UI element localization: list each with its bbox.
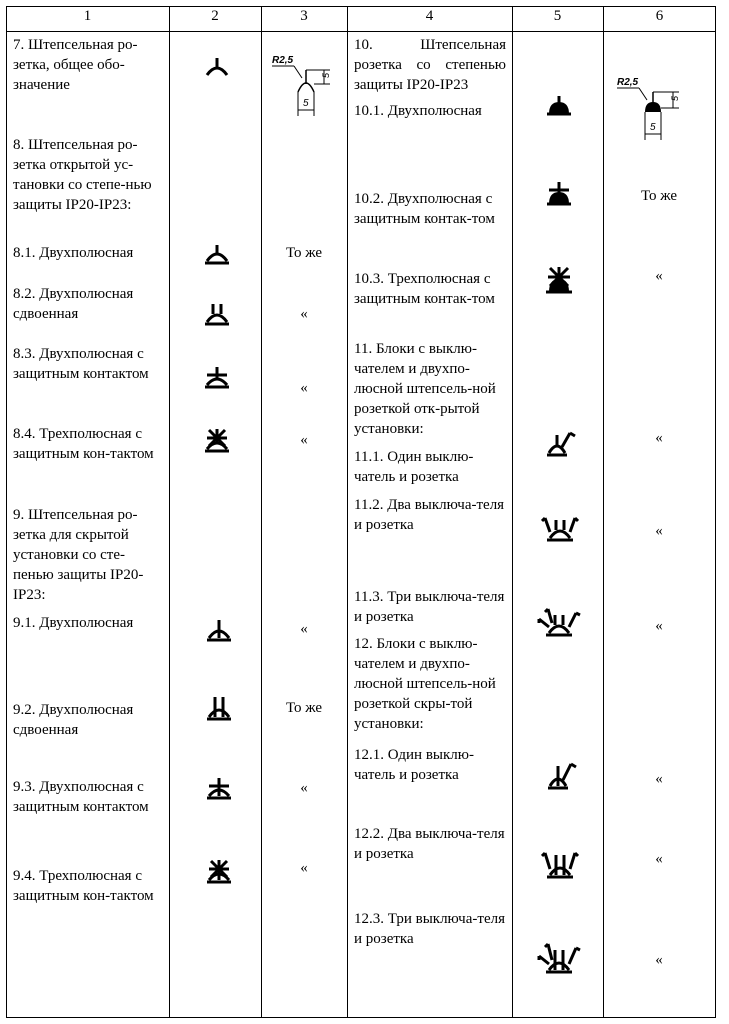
block-open-3switch-symbol xyxy=(536,605,582,639)
block-hidden-1switch-symbol xyxy=(546,758,578,792)
col6-same-10-2: То же xyxy=(640,188,678,204)
socket-ip-2pole-earth-symbol xyxy=(544,180,574,208)
col6-same-11-1: « xyxy=(655,430,663,446)
socket-hidden-2pole-double-symbol xyxy=(205,695,233,723)
item-9-text: 9. Штепсельная ро-зетка для скрытой установки со сте-пенью защиты IP20-IP23: xyxy=(13,507,144,603)
socket-hidden-2pole-earth-symbol xyxy=(205,776,233,802)
socket-hidden-3pole-earth-symbol xyxy=(204,858,234,886)
col6-same-12-1: « xyxy=(655,771,663,787)
dimension-drawing-ip xyxy=(615,72,687,144)
item-10-3-text: 10.3. Трехполюсная с защитным контак-том xyxy=(354,271,495,307)
radius-label-ip: R2,5 xyxy=(617,77,639,88)
item-8-4-text: 8.4. Трехполюсная с защитным кон-тактом xyxy=(13,426,154,462)
socket-open-3pole-earth-symbol xyxy=(202,427,232,455)
header-divider xyxy=(6,31,716,32)
header-col-4: 4 xyxy=(425,8,434,24)
size-label-bottom-ip: 5 xyxy=(650,122,656,133)
item-12-3-text: 12.3. Три выключа-теля и розетка xyxy=(354,911,505,947)
col6-same-12-2: « xyxy=(655,851,663,867)
item-11-2-text: 11.2. Два выключа-теля и розетка xyxy=(354,497,505,533)
item-11-3-text: 11.3. Три выключа-теля и розетка xyxy=(354,589,505,625)
item-7-text: 7. Штепсельная ро-зетка, общее обо-значение xyxy=(13,37,138,93)
block-open-2switch-symbol xyxy=(541,510,579,544)
col3-same-8-2: « xyxy=(300,306,308,322)
col3-same-8-4: « xyxy=(300,432,308,448)
col3-same-9-2: То же xyxy=(285,700,323,716)
dimension-drawing xyxy=(270,50,340,120)
col6-same-11-2: « xyxy=(655,523,663,539)
socket-open-2pole-double-symbol xyxy=(203,302,231,328)
item-12-text: 12. Блоки с выклю-чателем и двухпо-люсной штепсель-ной розеткой скры-той установки: xyxy=(354,636,496,732)
socket-ip-2pole-symbol xyxy=(545,94,573,118)
item-9-3-text: 9.3. Двухполюсная с защитным контактом xyxy=(13,779,149,815)
item-12-1-text: 12.1. Один выклю-чатель и розетка xyxy=(354,747,474,783)
header-col-1: 1 xyxy=(83,8,92,24)
socket-hidden-2pole-symbol xyxy=(205,618,233,644)
col3-same-9-3: « xyxy=(300,780,308,796)
socket-ip-3pole-earth-symbol xyxy=(543,265,575,297)
block-hidden-3switch-symbol xyxy=(536,940,582,976)
socket-open-2pole-symbol xyxy=(203,243,231,267)
header-col-3: 3 xyxy=(300,8,308,24)
col6-same-12-3: « xyxy=(655,952,663,968)
socket-general-symbol xyxy=(204,55,230,79)
column-divider xyxy=(347,6,348,1018)
size-label-top-ip: 5 xyxy=(670,95,680,101)
item-9-2-text: 9.2. Двухполюсная сдвоенная xyxy=(13,702,134,738)
item-11-text: 11. Блоки с выклю-чателем и двухпо-люсной штепсель-ной розеткой отк-рытой установки: xyxy=(354,341,496,437)
item-11-1-text: 11.1. Один выклю-чатель и розетка xyxy=(354,449,474,485)
item-10-2-text: 10.2. Двухполюсная с защитным контак-том xyxy=(354,191,495,227)
item-10-1-text: 10.1. Двухполюсная xyxy=(354,103,482,119)
item-12-2-text: 12.2. Два выключа-теля и розетка xyxy=(354,826,505,862)
column-divider xyxy=(512,6,513,1018)
col3-same-9-4: « xyxy=(300,860,308,876)
col6-same-11-3: « xyxy=(655,618,663,634)
item-8-1-text: 8.1. Двухполюсная xyxy=(13,245,134,261)
block-hidden-2switch-symbol xyxy=(541,845,579,881)
col3-same-8-3: « xyxy=(300,380,308,396)
col3-same-9-1: « xyxy=(300,621,308,637)
header-col-2: 2 xyxy=(211,8,219,24)
col6-same-10-3: « xyxy=(655,268,663,284)
item-9-4-text: 9.4. Трехполюсная с защитным кон-тактом xyxy=(13,868,154,904)
column-divider xyxy=(169,6,170,1018)
item-9-1-text: 9.1. Двухполюсная xyxy=(13,615,134,631)
size-label-bottom: 5 xyxy=(303,98,309,109)
item-10-text: 10. Штепсельная розетка со степенью защиты IP20-IP23 xyxy=(354,37,506,93)
header-col-5: 5 xyxy=(553,8,562,24)
radius-label: R2,5 xyxy=(272,55,294,66)
item-8-2-text: 8.2. Двухполюсная сдвоенная xyxy=(13,286,134,322)
item-8-3-text: 8.3. Двухполюсная с защитным контактом xyxy=(13,346,149,382)
item-8-text: 8. Штепсельная ро-зетка открытой ус-тановки со степе-нью защиты IP20-IP23: xyxy=(13,137,152,213)
col3-same-8-1: То же xyxy=(285,245,323,261)
block-open-1switch-symbol xyxy=(545,427,577,459)
socket-open-2pole-earth-symbol xyxy=(203,365,231,391)
size-label-top: 5 xyxy=(321,72,331,78)
header-col-6: 6 xyxy=(655,8,664,24)
